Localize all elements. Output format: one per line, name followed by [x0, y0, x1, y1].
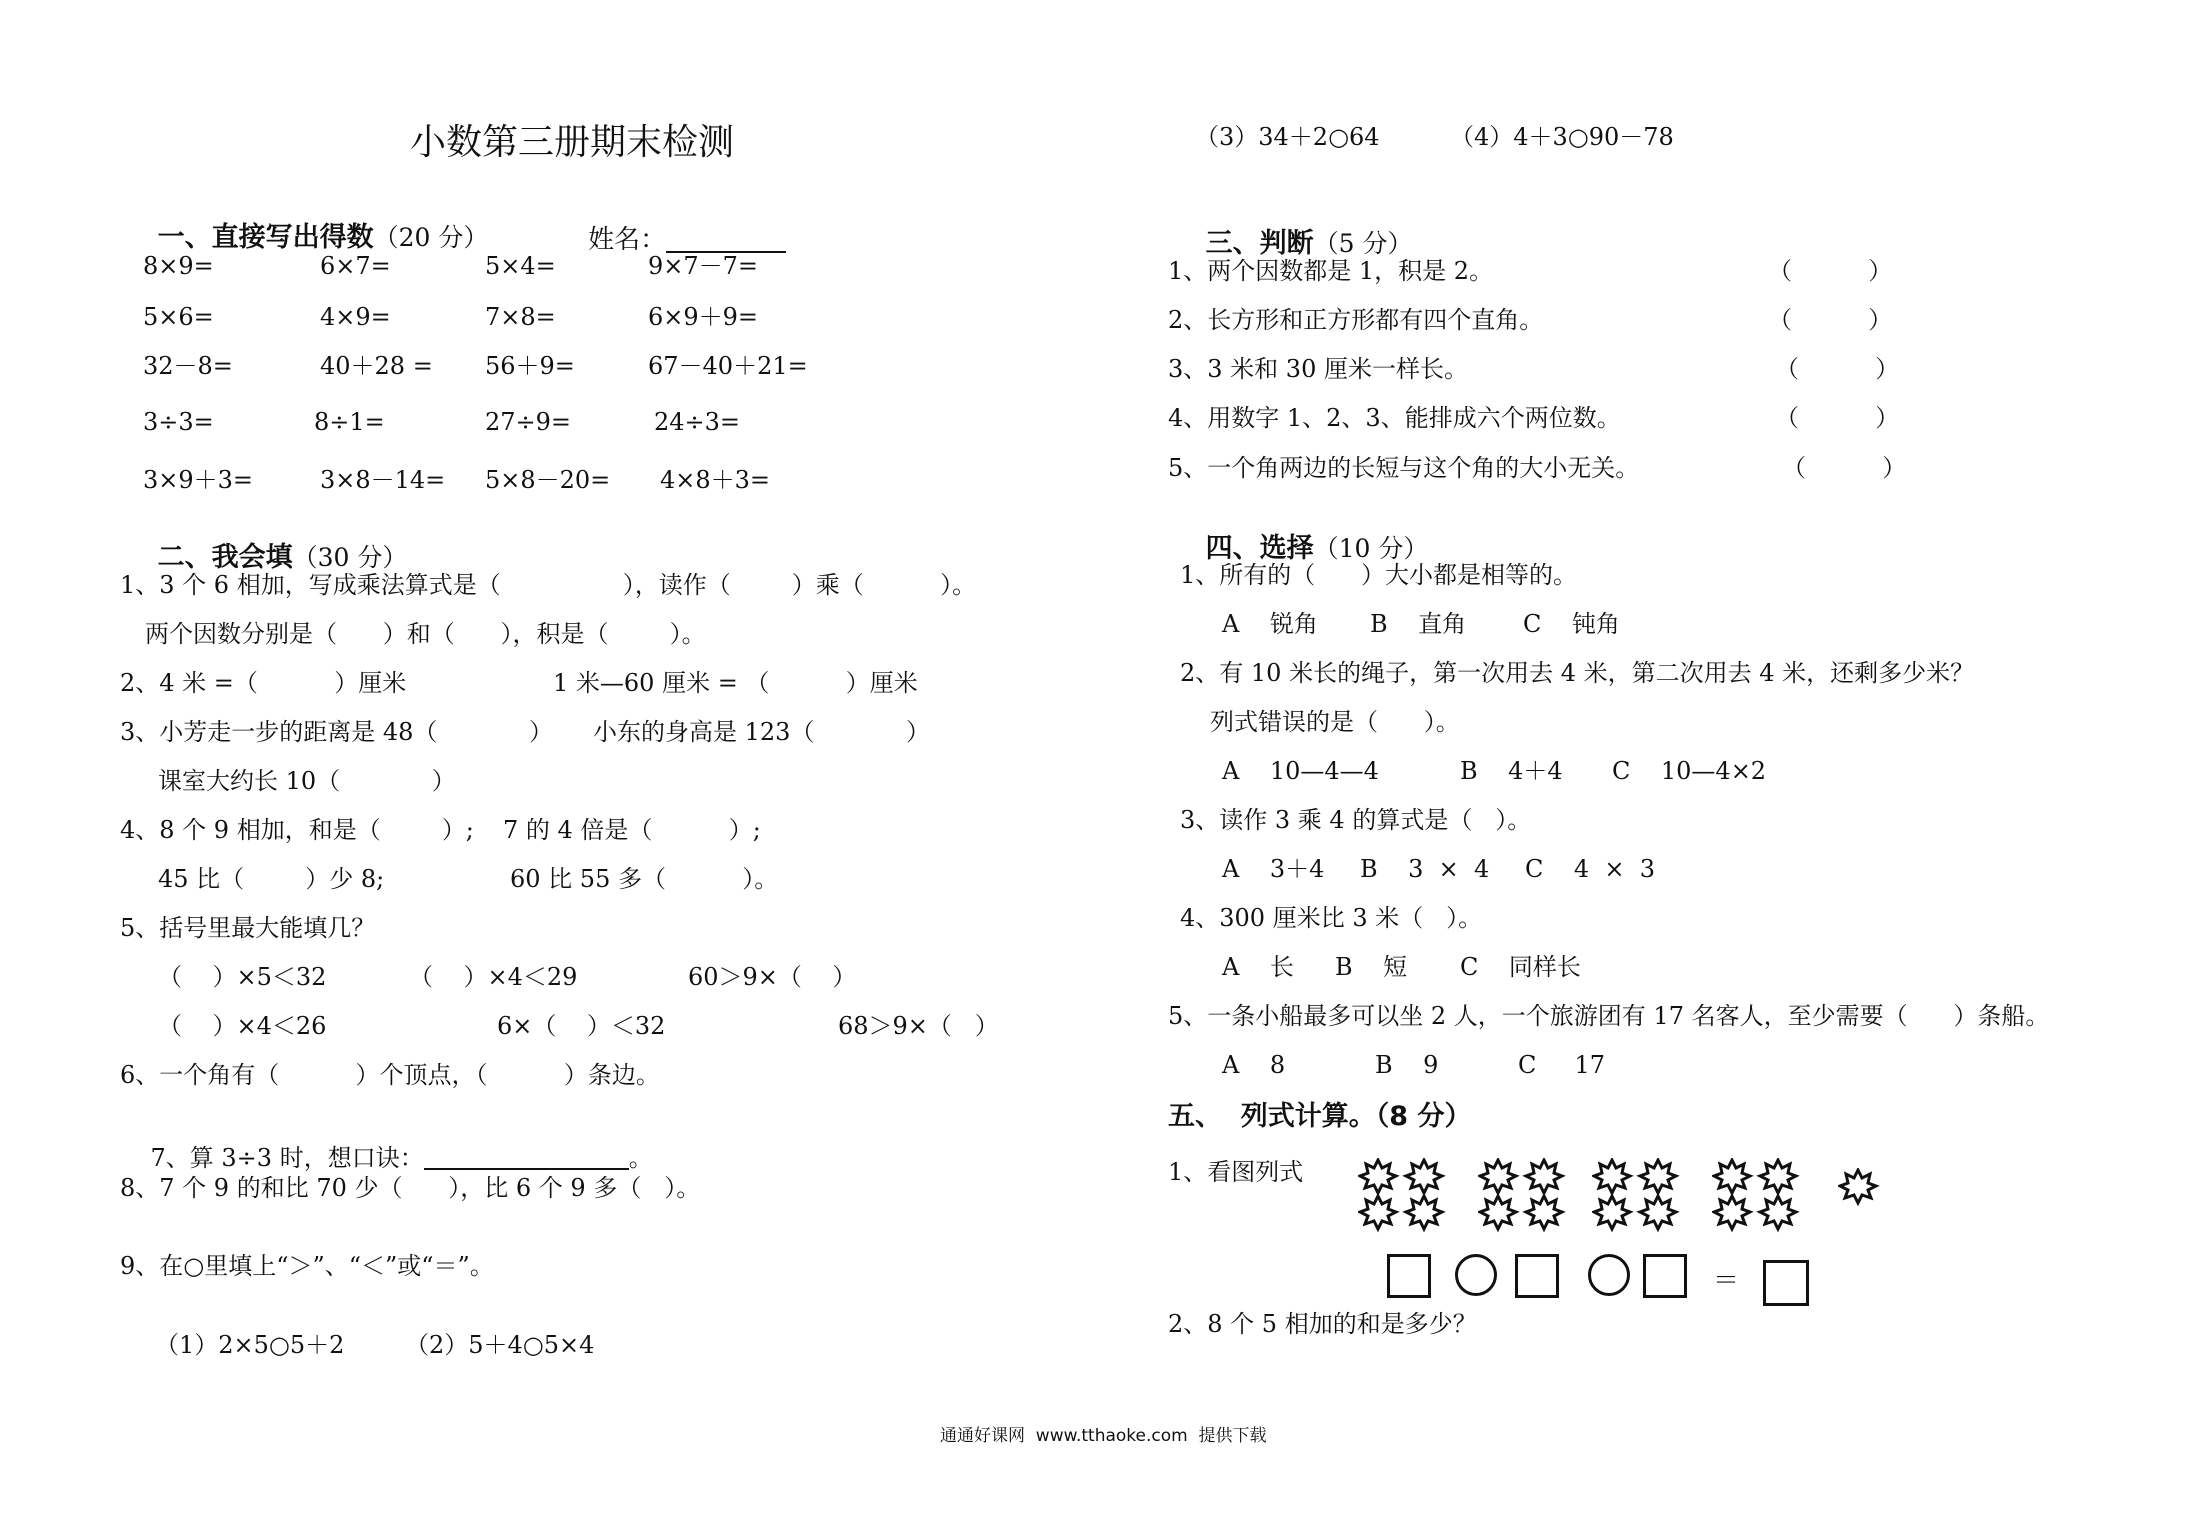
choice-option[interactable]: B 9 — [1375, 1051, 1439, 1079]
fill-q9: 9、在○里填上“＞”、“＜”或“＝”。 — [120, 1252, 494, 1280]
calc-item: 56＋9= — [485, 352, 575, 380]
fill-q7-text: 7、算 3÷3 时，想口诀： — [150, 1144, 424, 1172]
calc-item: 5×4= — [485, 252, 556, 280]
judge-item: 2、长方形和正方形都有四个直角。 — [1168, 306, 1544, 334]
section4-heading-text: 四、选择 — [1205, 533, 1314, 564]
choice-q5: 5、一条小船最多可以坐 2 人，一个旅游团有 17 名客人，至少需要（ ）条船。 — [1168, 1002, 2050, 1030]
section5-heading: 五、 列式计算。（8 分） — [1168, 1101, 1472, 1132]
burst-group-4 — [1712, 1158, 1802, 1233]
choice-option[interactable]: A 3＋4 — [1222, 855, 1325, 883]
section1-score: （20 分） — [373, 223, 489, 252]
fill-q9-item: （4）4＋3○90－78 — [1450, 123, 1674, 151]
burst-group-3 — [1592, 1158, 1682, 1233]
choice-q2-cont: 列式错误的是（ ）。 — [1210, 708, 1460, 736]
judge-bracket[interactable]: （ ） — [1775, 355, 1900, 383]
page-title: 小数第三册期末检测 — [410, 122, 735, 163]
calc-item: 6×7= — [320, 252, 391, 280]
burst-group-2 — [1478, 1158, 1568, 1233]
calc-item: 32－8= — [143, 352, 233, 380]
choice-option[interactable]: C 17 — [1518, 1051, 1606, 1079]
calc-item: 40＋28 = — [320, 352, 433, 380]
equals-sign: ＝ — [1713, 1266, 1740, 1296]
fill-q9-item: （2）5＋4○5×4 — [405, 1331, 595, 1359]
calc-item: 3×8－14= — [320, 466, 446, 494]
judge-item: 5、一个角两边的长短与这个角的大小无关。 — [1168, 454, 1640, 482]
choice-option[interactable]: A 10—4—4 — [1222, 757, 1379, 785]
judge-bracket[interactable]: （ ） — [1782, 454, 1907, 482]
fill-q5-item: 6×（ ）＜32 — [497, 1012, 666, 1040]
calc-item: 4×8＋3= — [660, 466, 771, 494]
calc-q1: 1、看图列式 — [1168, 1158, 1304, 1186]
fill-q1: 1、3 个 6 相加，写成乘法算式是（ ），读作（ ）乘（ ）。 — [120, 571, 977, 599]
calc-item: 8÷1= — [314, 408, 385, 436]
choice-q3: 3、读作 3 乘 4 的算式是（ ）。 — [1180, 806, 1532, 834]
fill-q5: 5、括号里最大能填几？ — [120, 914, 376, 942]
section1-heading-text: 一、直接写出得数 — [157, 222, 374, 253]
name-blank[interactable] — [666, 225, 786, 253]
fill-q5-item: 60＞9×（ ） — [688, 963, 857, 991]
calc-item: 9×7－7= — [648, 252, 759, 280]
section2-score: （30 分） — [292, 543, 408, 572]
fill-q3b: 小东的身高是 123（ ） — [593, 718, 930, 746]
fill-q1-cont: 两个因数分别是（ ）和（ ），积是（ ）。 — [145, 620, 706, 648]
fill-q5-item: （ ）×5＜32 — [158, 963, 327, 991]
calc-item: 24÷3= — [654, 408, 741, 436]
footer-source: 通通好课网 www.tthaoke.com 提供下载 — [940, 1426, 1267, 1446]
fill-q4b: 7 的 4 倍是（ ）; — [503, 816, 761, 844]
judge-item: 1、两个因数都是 1，积是 2。 — [1168, 257, 1494, 285]
judge-bracket[interactable]: （ ） — [1768, 257, 1893, 285]
calc-item: 4×9= — [320, 303, 391, 331]
section3-heading-text: 三、判断 — [1205, 228, 1314, 259]
section2-heading-text: 二、我会填 — [157, 542, 293, 573]
calc-item: 27÷9= — [485, 408, 572, 436]
choice-q2: 2、有 10 米长的绳子，第一次用去 4 米，第二次用去 4 米，还剩多少米？ — [1180, 659, 1975, 687]
calc-item: 8×9= — [143, 252, 214, 280]
choice-option[interactable]: A 锐角 — [1222, 610, 1318, 638]
choice-option[interactable]: B 短 — [1335, 953, 1408, 981]
calc-item: 5×8－20= — [485, 466, 611, 494]
fill-q5-item: （ ）×4＜29 — [409, 963, 578, 991]
choice-option[interactable]: A 8 — [1222, 1051, 1286, 1079]
choice-option[interactable]: C 钝角 — [1523, 610, 1620, 638]
choice-option[interactable]: C 同样长 — [1460, 953, 1581, 981]
choice-option[interactable]: B 3 × 4 — [1360, 855, 1490, 883]
burst-single — [1838, 1168, 1880, 1206]
fill-q8: 8、7 个 9 的和比 70 少（ ），比 6 个 9 多（ ）。 — [120, 1174, 701, 1202]
calc-item: 7×8= — [485, 303, 556, 331]
calc-q2: 2、8 个 5 相加的和是多少？ — [1168, 1310, 1477, 1338]
result-box[interactable] — [1763, 1260, 1809, 1306]
fill-q7-end: 。 — [628, 1144, 653, 1172]
judge-bracket[interactable]: （ ） — [1768, 306, 1893, 334]
fill-q3c: 课室大约长 10（ ） — [158, 767, 456, 795]
answer-box[interactable] — [1643, 1254, 1687, 1298]
section3-score: （5 分） — [1313, 229, 1413, 258]
fill-q5-item: 68＞9×（ ） — [838, 1012, 999, 1040]
fill-q2b: 1 米—60 厘米 = （ ）厘米 — [553, 669, 918, 697]
choice-q4: 4、300 厘米比 3 米（ ）。 — [1180, 904, 1483, 932]
burst-group-1 — [1358, 1158, 1448, 1233]
choice-option[interactable]: A 长 — [1222, 953, 1294, 981]
calc-item: 3×9＋3= — [143, 466, 254, 494]
choice-option[interactable]: B 直角 — [1370, 610, 1467, 638]
fill-q2a: 2、4 米 =（ ）厘米 — [120, 669, 407, 697]
judge-bracket[interactable]: （ ） — [1775, 404, 1900, 432]
choice-option[interactable]: C 10—4×2 — [1612, 757, 1767, 785]
fill-q3a: 3、小芳走一步的距离是 48（ ） — [120, 718, 553, 746]
fill-q5-item: （ ）×4＜26 — [158, 1012, 327, 1040]
fill-q4a: 4、8 个 9 相加，和是（ ）; — [120, 816, 474, 844]
operator-circle[interactable] — [1588, 1254, 1630, 1296]
answer-box[interactable] — [1515, 1254, 1559, 1298]
judge-item: 4、用数字 1、2、3、能排成六个两位数。 — [1168, 404, 1621, 432]
operator-circle[interactable] — [1455, 1254, 1497, 1296]
fill-q4c: 45 比（ ）少 8; — [158, 865, 385, 893]
fill-q6: 6、一个角有（ ）个顶点，（ ）条边。 — [120, 1061, 660, 1089]
name-label: 姓名： — [588, 225, 667, 255]
section4-score: （10 分） — [1313, 534, 1429, 563]
choice-q1: 1、所有的（ ）大小都是相等的。 — [1180, 561, 1578, 589]
fill-q9-item: （1）2×5○5＋2 — [155, 1331, 345, 1359]
calc-item: 5×6= — [143, 303, 214, 331]
calc-item: 3÷3= — [143, 408, 214, 436]
calc-item: 67－40＋21= — [648, 352, 808, 380]
fill-q9-item: （3）34＋2○64 — [1195, 123, 1380, 151]
calc-item: 6×9＋9= — [648, 303, 759, 331]
choice-option[interactable]: B 4＋4 — [1460, 757, 1563, 785]
answer-box[interactable] — [1387, 1254, 1431, 1298]
judge-item: 3、3 米和 30 厘米一样长。 — [1168, 355, 1468, 383]
choice-option[interactable]: C 4 × 3 — [1525, 855, 1656, 883]
fill-q7-blank[interactable] — [424, 1142, 629, 1170]
fill-q4d: 60 比 55 多（ ）。 — [510, 865, 779, 893]
